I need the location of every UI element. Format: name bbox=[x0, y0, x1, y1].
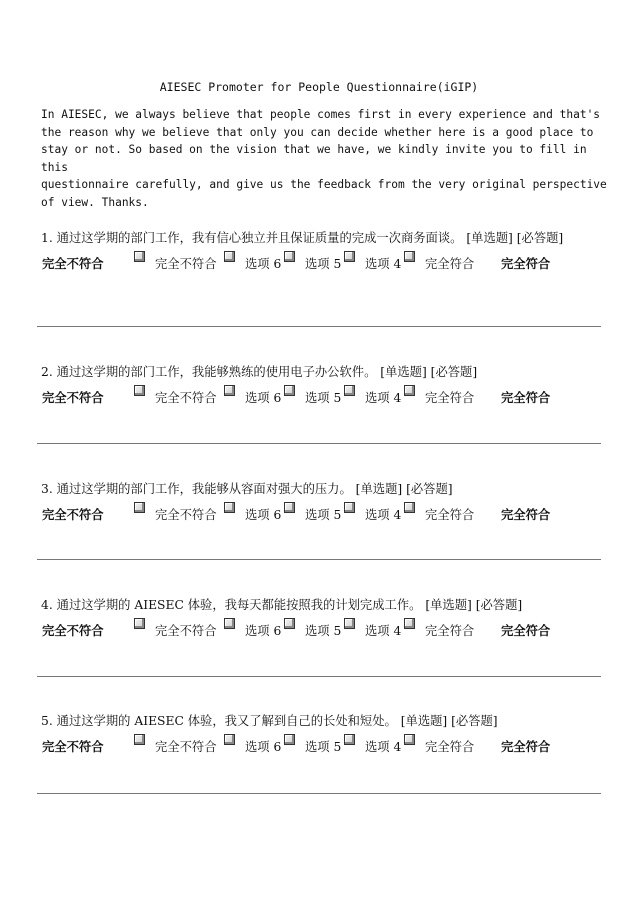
rating-scale bbox=[41, 621, 601, 643]
option-label-1: 完全不符合 bbox=[155, 740, 217, 754]
checkbox-icon[interactable] bbox=[284, 385, 295, 396]
question-3 bbox=[41, 481, 601, 527]
divider bbox=[37, 793, 601, 794]
rating-scale bbox=[41, 505, 601, 527]
option-label-2: 选项 6 bbox=[245, 257, 282, 271]
checkbox-icon[interactable] bbox=[284, 251, 295, 262]
scale-low-label: 完全不符合 bbox=[42, 507, 104, 522]
checkbox-icon[interactable] bbox=[284, 734, 295, 745]
checkbox-icon[interactable] bbox=[344, 502, 355, 513]
divider bbox=[37, 443, 601, 444]
option-label-5: 完全符合 bbox=[425, 257, 475, 271]
checkbox-icon[interactable] bbox=[224, 502, 235, 513]
option-label-3: 选项 5 bbox=[305, 624, 342, 638]
question-text: 4. 通过这学期的 AIESEC 体验，我每天都能按照我的计划完成工作。 [单选题] [必答题] bbox=[41, 598, 523, 612]
checkbox-icon[interactable] bbox=[284, 502, 295, 513]
checkbox-icon[interactable] bbox=[134, 618, 145, 629]
option-label-4: 选项 4 bbox=[365, 740, 402, 754]
option-label-5: 完全符合 bbox=[425, 624, 475, 638]
checkbox-icon[interactable] bbox=[404, 385, 415, 396]
checkbox-icon[interactable] bbox=[224, 734, 235, 745]
checkbox-icon[interactable] bbox=[344, 385, 355, 396]
question-text: 3. 通过这学期的部门工作，我能够从容面对强大的压力。 [单选题] [必答题] bbox=[41, 482, 453, 496]
checkbox-icon[interactable] bbox=[404, 502, 415, 513]
option-label-4: 选项 4 bbox=[365, 624, 402, 638]
checkbox-icon[interactable] bbox=[224, 618, 235, 629]
option-label-5: 完全符合 bbox=[425, 508, 475, 522]
checkbox-icon[interactable] bbox=[344, 618, 355, 629]
scale-high-label: 完全符合 bbox=[501, 256, 551, 271]
option-label-1: 完全不符合 bbox=[155, 508, 217, 522]
checkbox-icon[interactable] bbox=[344, 251, 355, 262]
question-text: 5. 通过这学期的 AIESEC 体验，我又了解到自己的长处和短处。 [单选题] [必答题] bbox=[41, 714, 498, 728]
option-label-3: 选项 5 bbox=[305, 740, 342, 754]
checkbox-icon[interactable] bbox=[224, 385, 235, 396]
option-label-2: 选项 6 bbox=[245, 624, 282, 638]
question-text: 2. 通过这学期的部门工作，我能够熟练的使用电子办公软件。 [单选题] [必答题] bbox=[41, 365, 478, 379]
scale-high-label: 完全符合 bbox=[501, 623, 551, 638]
question-text: 1. 通过这学期的部门工作，我有信心独立并且保证质量的完成一次商务面谈。 [单选题] [必答题] bbox=[41, 231, 564, 245]
scale-high-label: 完全符合 bbox=[501, 739, 551, 754]
divider bbox=[37, 559, 601, 560]
question-4 bbox=[41, 597, 601, 643]
option-label-2: 选项 6 bbox=[245, 508, 282, 522]
option-label-1: 完全不符合 bbox=[155, 391, 217, 405]
question-5 bbox=[41, 713, 601, 759]
divider bbox=[37, 326, 601, 327]
checkbox-icon[interactable] bbox=[224, 251, 235, 262]
checkbox-icon[interactable] bbox=[284, 618, 295, 629]
option-label-3: 选项 5 bbox=[305, 391, 342, 405]
checkbox-icon[interactable] bbox=[344, 734, 355, 745]
option-label-1: 完全不符合 bbox=[155, 624, 217, 638]
checkbox-icon[interactable] bbox=[134, 251, 145, 262]
option-label-3: 选项 5 bbox=[305, 257, 342, 271]
divider bbox=[37, 676, 601, 677]
rating-scale bbox=[41, 737, 601, 759]
checkbox-icon[interactable] bbox=[134, 502, 145, 513]
scale-low-label: 完全不符合 bbox=[42, 390, 104, 405]
option-label-1: 完全不符合 bbox=[155, 257, 217, 271]
rating-scale bbox=[41, 388, 601, 410]
checkbox-icon[interactable] bbox=[134, 734, 145, 745]
scale-low-label: 完全不符合 bbox=[42, 623, 104, 638]
rating-scale bbox=[41, 254, 601, 276]
option-label-5: 完全符合 bbox=[425, 740, 475, 754]
intro-paragraph: In AIESEC, we always believe that people comes first in every experience and that's the reason why we believe that only you can decide whether here is a good place to stay or not. So based on the vision that we have, we kindly invite you to fill in this questionnaire carefully, and give us the feedback from the very original perspective of view. Thanks. bbox=[41, 108, 607, 209]
option-label-4: 选项 4 bbox=[365, 257, 402, 271]
option-label-5: 完全符合 bbox=[425, 391, 475, 405]
question-1 bbox=[41, 230, 601, 276]
checkbox-icon[interactable] bbox=[404, 734, 415, 745]
checkbox-icon[interactable] bbox=[134, 385, 145, 396]
option-label-3: 选项 5 bbox=[305, 508, 342, 522]
checkbox-icon[interactable] bbox=[404, 618, 415, 629]
scale-high-label: 完全符合 bbox=[501, 507, 551, 522]
option-label-2: 选项 6 bbox=[245, 740, 282, 754]
scale-low-label: 完全不符合 bbox=[42, 256, 104, 271]
checkbox-icon[interactable] bbox=[404, 251, 415, 262]
questionnaire-title: AIESEC Promoter for People Questionnaire(iGIP) bbox=[159, 80, 479, 94]
question-2 bbox=[41, 364, 601, 410]
option-label-4: 选项 4 bbox=[365, 391, 402, 405]
option-label-4: 选项 4 bbox=[365, 508, 402, 522]
scale-low-label: 完全不符合 bbox=[42, 739, 104, 754]
option-label-2: 选项 6 bbox=[245, 391, 282, 405]
scale-high-label: 完全符合 bbox=[501, 390, 551, 405]
